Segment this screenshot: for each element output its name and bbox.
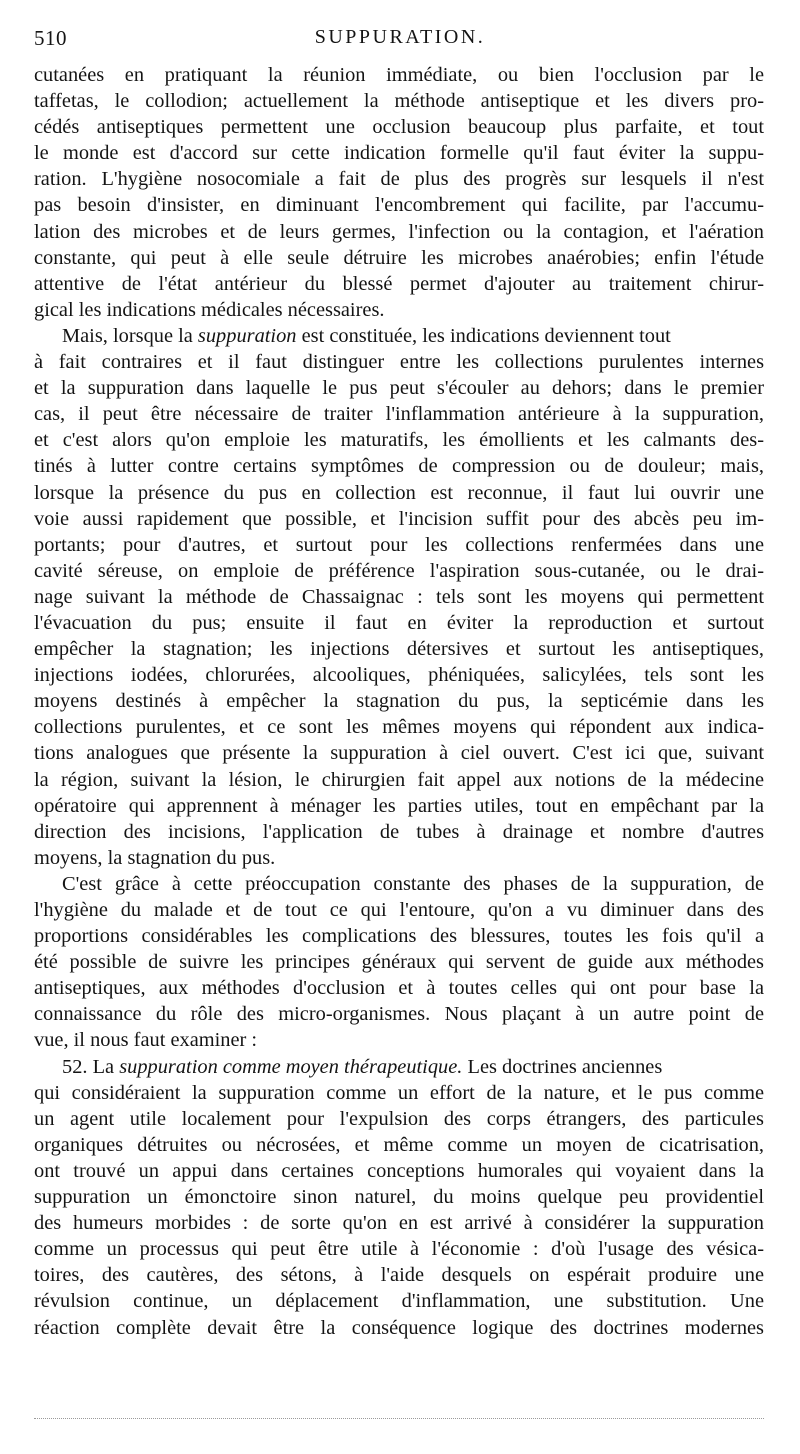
text-line: cavité séreuse, on emploie de préférence l'aspiration sous-cutanée, ou le drai-: [34, 559, 764, 582]
text-line: et c'est alors qu'on emploie les maturatifs, les émollients et les calmants des-: [34, 429, 764, 452]
text-line: voie aussi rapidement que possible, et l'incision suffit pour des abcès peu im-: [34, 507, 764, 530]
text-line: empêcher la stagnation; les injections détersives et surtout les antiseptiques,: [34, 638, 764, 661]
text-line: portants; pour d'autres, et surtout pour les collections renfermées dans une: [34, 533, 764, 556]
text-line: gical les indications médicales nécessaires.: [34, 298, 385, 321]
text-line: qui considéraient la suppuration comme un effort de la nature, et le pus comme: [34, 1081, 764, 1104]
text-line: organiques détruites ou nécrosées, et même comme un moyen de cicatrisation,: [34, 1133, 764, 1156]
text-line: moyens destinés à empêcher la stagnation du pus, la septicémie dans les: [34, 690, 764, 713]
text-line: comme un processus qui peut être utile à l'économie : d'où l'usage des vésica-: [34, 1238, 764, 1261]
text-run: Les doctrines anciennes: [462, 1055, 663, 1078]
text-line: toires, des cautères, des sétons, à l'aide desquels on espérait produire une: [34, 1264, 764, 1287]
text-line: la région, suivant la lésion, le chirurgien fait appel aux notions de la médecine: [34, 768, 764, 791]
text-line: tions analogues que présente la suppuration à ciel ouvert. C'est ici que, suivant: [34, 742, 764, 765]
page-number: 510: [34, 26, 67, 50]
text-line: tinés à lutter contre certains symptômes de compression ou de douleur; mais,: [34, 455, 764, 478]
section-title: suppuration comme moyen thérapeutique.: [119, 1055, 463, 1078]
text-line: l'évacuation du pus; ensuite il faut en éviter la reproduction et surtout: [34, 611, 764, 634]
text-line: injections iodées, chlorurées, alcooliques, phéniquées, salicylées, tels sont les: [34, 664, 764, 687]
text-line: révulsion continue, un déplacement d'inflammation, une substitution. Une: [34, 1290, 764, 1313]
text-line: l'hygiène du malade et de tout ce qui l'entoure, qu'on a vu diminuer dans des: [34, 899, 764, 921]
text-line: direction des incisions, l'application de tubes à drainage et nombre d'autres: [34, 820, 764, 843]
text-line: moyens, la stagnation du pus.: [34, 846, 276, 869]
text-line: attentive de l'état antérieur du blessé permet d'ajouter au traitement chirur-: [34, 272, 764, 295]
text-run: Mais, lorsque la: [62, 324, 198, 347]
text-line: connaissance du rôle des micro-organismes. Nous plaçant à un autre point de: [34, 1003, 764, 1026]
text-line: des humeurs morbides : de sorte qu'on en est arrivé à considérer la suppuration: [34, 1212, 764, 1235]
text-line: un agent utile localement pour l'expulsion des corps étrangers, des particules: [34, 1107, 764, 1130]
text-line: cédés antiseptiques permettent une occlusion beaucoup plus parfaite, et tout: [34, 116, 764, 139]
text-line: antiseptiques, aux méthodes d'occlusion et à toutes celles qui ont pour base la: [34, 977, 764, 1000]
text-line: suppuration un émonctoire sinon naturel, du moins quelque peu providentiel: [34, 1186, 764, 1209]
text-line: cas, il peut être nécessaire de traiter l'inflammation antérieure à la suppuration,: [34, 403, 764, 426]
paragraph-first-line: [34, 323, 764, 349]
running-head-title: SUPPURATION.: [314, 26, 486, 48]
footer-dotted-rule: [34, 1418, 764, 1419]
text-line: cutanées en pratiquant la réunion immédiate, ou bien l'occlusion par le: [34, 64, 764, 86]
text-line: nage suivant la méthode de Chassaignac : tels sont les moyens qui permettent: [34, 585, 764, 608]
body-text: [34, 62, 764, 1341]
text-line: lorsque la présence du pus en collection est reconnue, il faut lui ouvrir une: [34, 481, 764, 504]
text-line: vue, il nous faut examiner :: [34, 1029, 258, 1052]
text-line: le monde est d'accord sur cette indication formelle qu'il faut éviter la suppu-: [34, 142, 764, 165]
text-line: pas besoin d'insister, en diminuant l'encombrement qui facilite, par l'accumu-: [34, 194, 764, 217]
text-line: réaction complète devait être la conséquence logique des doctrines modernes: [34, 1316, 764, 1339]
page-header: [34, 26, 766, 60]
text-line: taffetas, le collodion; actuellement la méthode antiseptique et les divers pro-: [34, 90, 764, 113]
text-line: constante, qui peut à elle seule détruire les microbes anaérobies; enfin l'étude: [34, 246, 764, 269]
paragraph-first-line: C'est grâce à cette préoccupation constante des phases de la suppuration, de: [62, 872, 764, 895]
text-line: proportions considérables les complications des blessures, toutes les fois qu'il a: [34, 925, 764, 948]
section-heading-line: [34, 1054, 764, 1080]
text-run: est constituée, les indications deviennent tout: [296, 324, 671, 347]
emphasis-suppuration: suppuration: [197, 324, 297, 347]
text-line: à fait contraires et il faut distinguer entre les collections purulentes internes: [34, 351, 764, 374]
text-line: collections purulentes, et ce sont les mêmes moyens qui répondent aux indica-: [34, 716, 764, 739]
text-line: ration. L'hygiène nosocomiale a fait de plus des progrès sur lesquels il n'est: [34, 168, 764, 191]
text-line: été possible de suivre les principes généraux qui servent de guide aux méthodes: [34, 951, 764, 974]
text-line: et la suppuration dans laquelle le pus peut s'écouler au dehors; dans le premier: [34, 377, 764, 400]
section-number: 52. La: [62, 1055, 120, 1078]
text-line: opératoire qui apprennent à ménager les parties utiles, tout en empêchant par la: [34, 794, 764, 817]
text-line: ont trouvé un appui dans certaines conceptions humorales qui voyaient dans la: [34, 1159, 764, 1182]
text-line: lation des microbes et de leurs germes, l'infection ou la contagion, et l'aération: [34, 220, 764, 243]
